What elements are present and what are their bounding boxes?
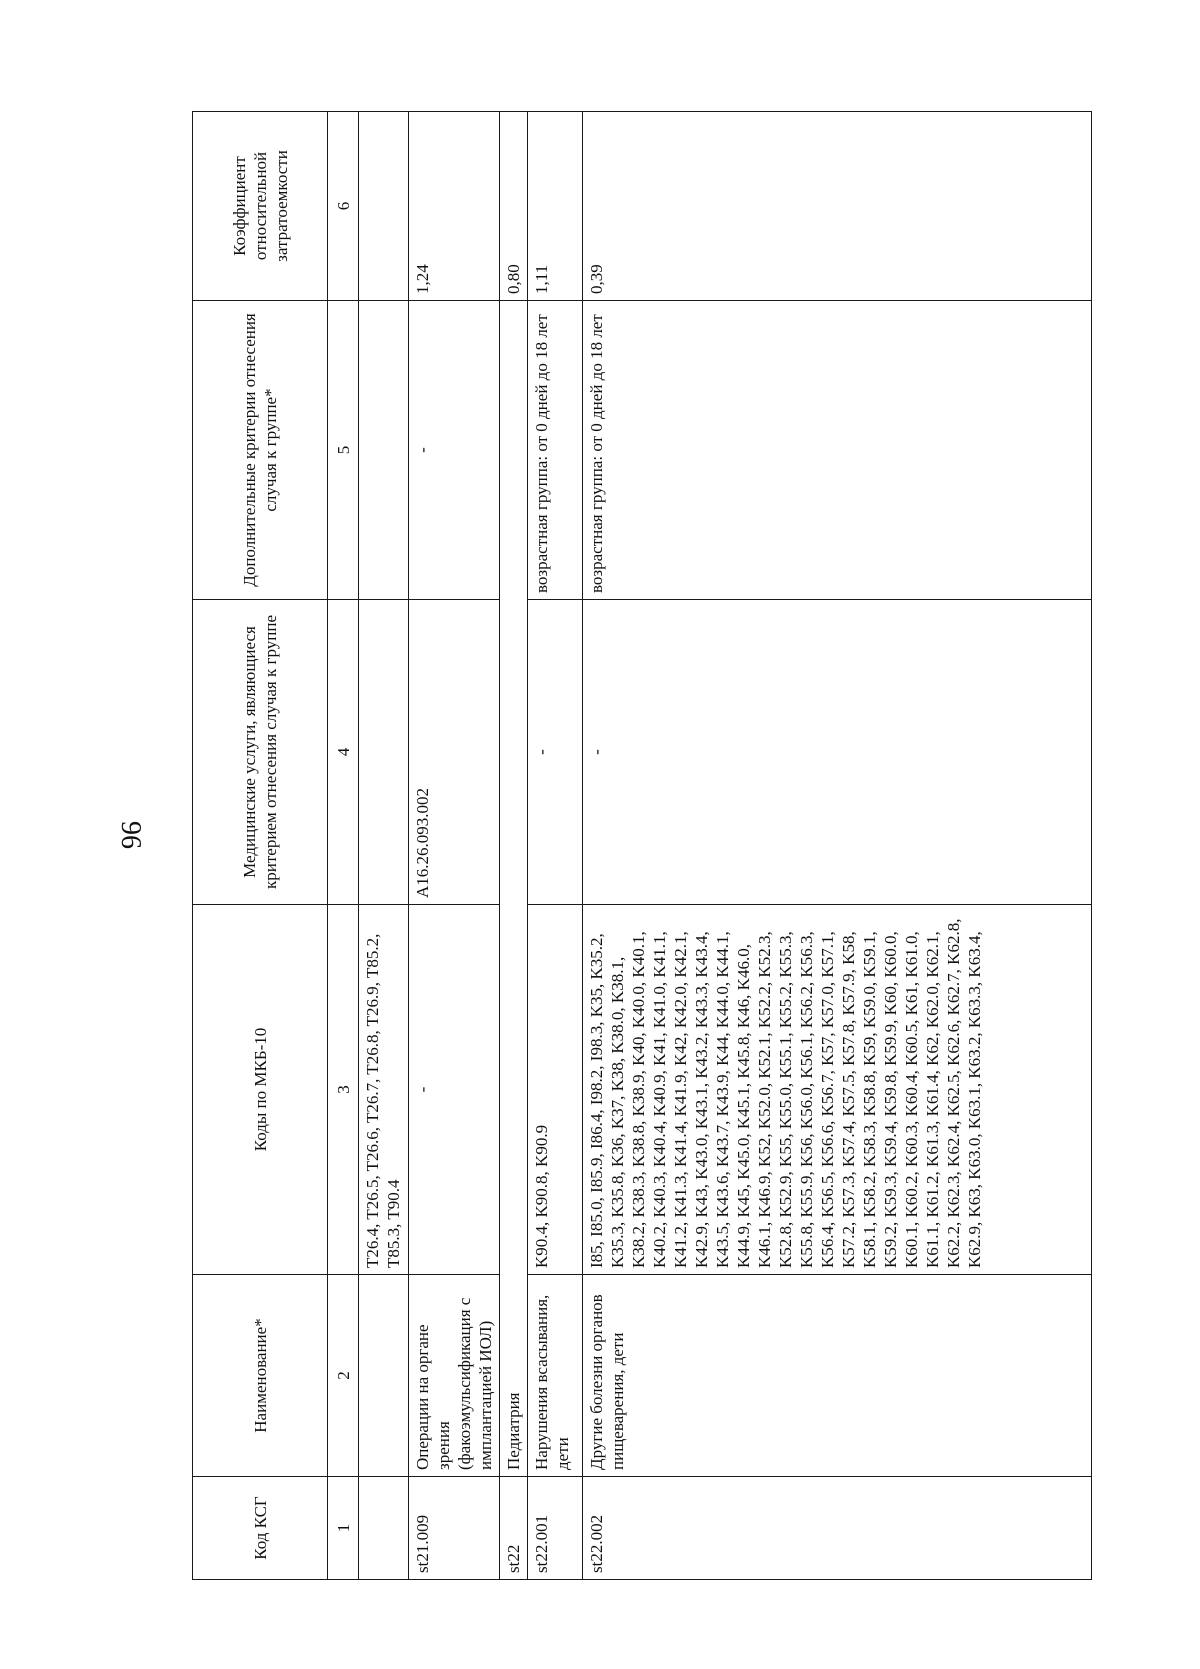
header-coefficient: Коэффициент относительной затратоемкости	[193, 112, 328, 301]
ksg-code-cell: st22.002	[583, 1477, 1092, 1580]
coefficient-cell: 1,11	[528, 112, 583, 301]
column-number: 3	[328, 905, 359, 1275]
coefficient-cell: 0,80	[500, 112, 528, 301]
header-medical-services: Медицинские услуги, являющиеся критерием отнесения случая к группе	[193, 600, 328, 905]
column-number: 4	[328, 600, 359, 905]
column-number: 2	[328, 1275, 359, 1477]
criteria-cell: возрастная группа: от 0 дней до 18 лет	[528, 301, 583, 600]
column-number: 1	[328, 1477, 359, 1580]
icd-codes-cell: I85, I85.0, I85.9, I86.4, I98.2, I98.3, K35, K35.2, K35.3, K35.8, K36, K37, K38, K38.0, K38.1, K38.2, K38.3, K38.8, K38.9, K40, K40.0, K40.1, K40.2, K40.3, K40.4, K40.9, K41, K41.0, K41.1, K41.2, K41.3, K41.4, K41.9, K42, K42.0, K42.1, K42.9, K43, K43.0, K43.1, K43.2, K43.3, K43.4, K43.5, K43.6, K43.7, K43.9, K44, K44.0, K44.1, K44.9, K45, K45.0, K45.1, K45.8, K46, K46.0, K46.1, K46.9, K52, K52.0, K52.1, K52.2, K52.3, K52.8, K52.9, K55, K55.0, K55.1, K55.2, K55.3, K55.8, K55.9, K56, K56.0, K56.1, K56.2, K56.3, K56.4, K56.5, K56.6, K56.7, K57, K57.0, K57.1, K57.2, K57.3, K57.4, K57.5, K57.8, K57.9, K58, K58.1, K58.2, K58.3, K58.8, K59, K59.0, K59.1, K59.2, K59.3, K59.4, K59.8, K59.9, K60, K60.0, K60.1, K60.2, K60.3, K60.4, K60.5, K61, K61.0, K61.1, K61.2, K61.3, K61.4, K62, K62.0, K62.1, K62.2, K62.3, K62.4, K62.5, K62.6, K62.7, K62.8, K62.9, K63, K63.0, K63.1, K63.2, K63.3, K63.4,	[583, 905, 1092, 1275]
name-cell: Нарушения всасывания, дети	[528, 1275, 583, 1477]
icd-codes-cell: T26.4, T26.5, T26.6, T26.7, T26.8, T26.9, T85.2, T85.3, T90.4	[359, 905, 409, 1275]
page-number: 96	[115, 821, 146, 849]
section-row	[500, 112, 528, 1580]
criteria-cell	[359, 301, 409, 600]
table-row	[528, 112, 583, 1580]
name-cell: Операции на органе зрения (факоэмульсификация с имплантацией ИОЛ)	[409, 1275, 500, 1477]
criteria-cell: возрастная группа: от 0 дней до 18 лет	[583, 301, 1092, 600]
service-cell: A16.26.093.002	[409, 600, 500, 905]
service-cell	[359, 600, 409, 905]
header-ksg-code: Код КСГ	[193, 1477, 328, 1580]
table-row	[359, 112, 409, 1580]
ksg-code-cell: st21.009	[409, 1477, 500, 1580]
icd-codes-cell: -	[409, 905, 500, 1275]
header-name: Наименование*	[193, 1275, 328, 1477]
name-cell: Другие болезни органов пищеварения, дети	[583, 1275, 1092, 1477]
ksg-code-cell: st22.001	[528, 1477, 583, 1580]
criteria-cell: -	[409, 301, 500, 600]
table-row	[583, 112, 1092, 1580]
coefficient-cell: 0,39	[583, 112, 1092, 301]
ksg-code-cell	[359, 1477, 409, 1580]
section-title-cell: Педиатрия	[500, 301, 528, 1477]
header-additional-criteria: Дополнительные критерии отнесения случая к группе*	[193, 301, 328, 600]
ksg-table	[192, 111, 1092, 1580]
service-cell: -	[528, 600, 583, 905]
column-number: 6	[328, 112, 359, 301]
name-cell	[359, 1275, 409, 1477]
coefficient-cell	[359, 112, 409, 301]
service-cell: -	[583, 600, 1092, 905]
header-icd-codes: Коды по МКБ-10	[193, 905, 328, 1275]
header-row	[193, 112, 328, 1580]
column-number-row	[328, 112, 359, 1580]
column-number: 5	[328, 301, 359, 600]
coefficient-cell: 1,24	[409, 112, 500, 301]
ksg-code-cell: st22	[500, 1477, 528, 1580]
icd-codes-cell: K90.4, K90.8, K90.9	[528, 905, 583, 1275]
table-row	[409, 112, 500, 1580]
table-container	[192, 112, 1092, 1580]
